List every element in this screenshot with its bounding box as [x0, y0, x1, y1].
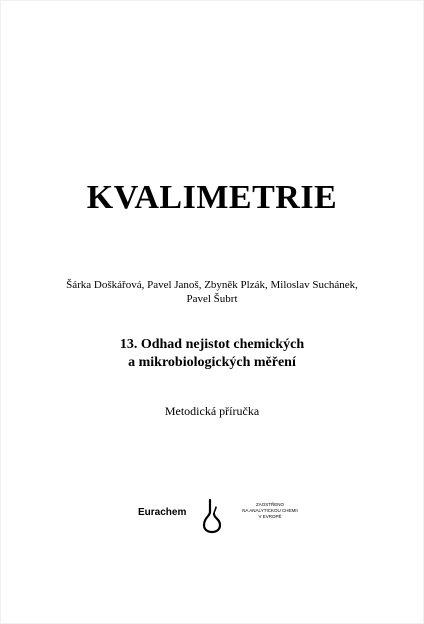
focus-line-3: V EVROPĚ — [258, 514, 282, 519]
authors — [30, 278, 394, 306]
eurachem-logo-text: Eurachem — [138, 507, 187, 518]
document-title: KVALIMETRIE — [86, 179, 338, 216]
focus-line-2: NA ANALYTICKOU CHEMII — [242, 508, 298, 513]
document-type: Metodická příručka — [164, 404, 260, 418]
authors-line-2: Pavel Šubrt — [186, 293, 238, 305]
subtitle-line-2: a mikrobiologických měření — [128, 355, 296, 370]
subtitle-line-1: 13. Odhad nejistot chemických — [119, 337, 305, 352]
eurachem-emblem-icon — [201, 498, 223, 534]
focus-tagline — [230, 502, 310, 520]
focus-line-1: ZAOSTŘENO — [255, 502, 284, 507]
authors-line-1: Šárka Doškářová, Pavel Janoš, Zbyněk Plzák, Miloslav Suchánek, — [66, 279, 358, 291]
document-subtitle — [30, 336, 394, 372]
